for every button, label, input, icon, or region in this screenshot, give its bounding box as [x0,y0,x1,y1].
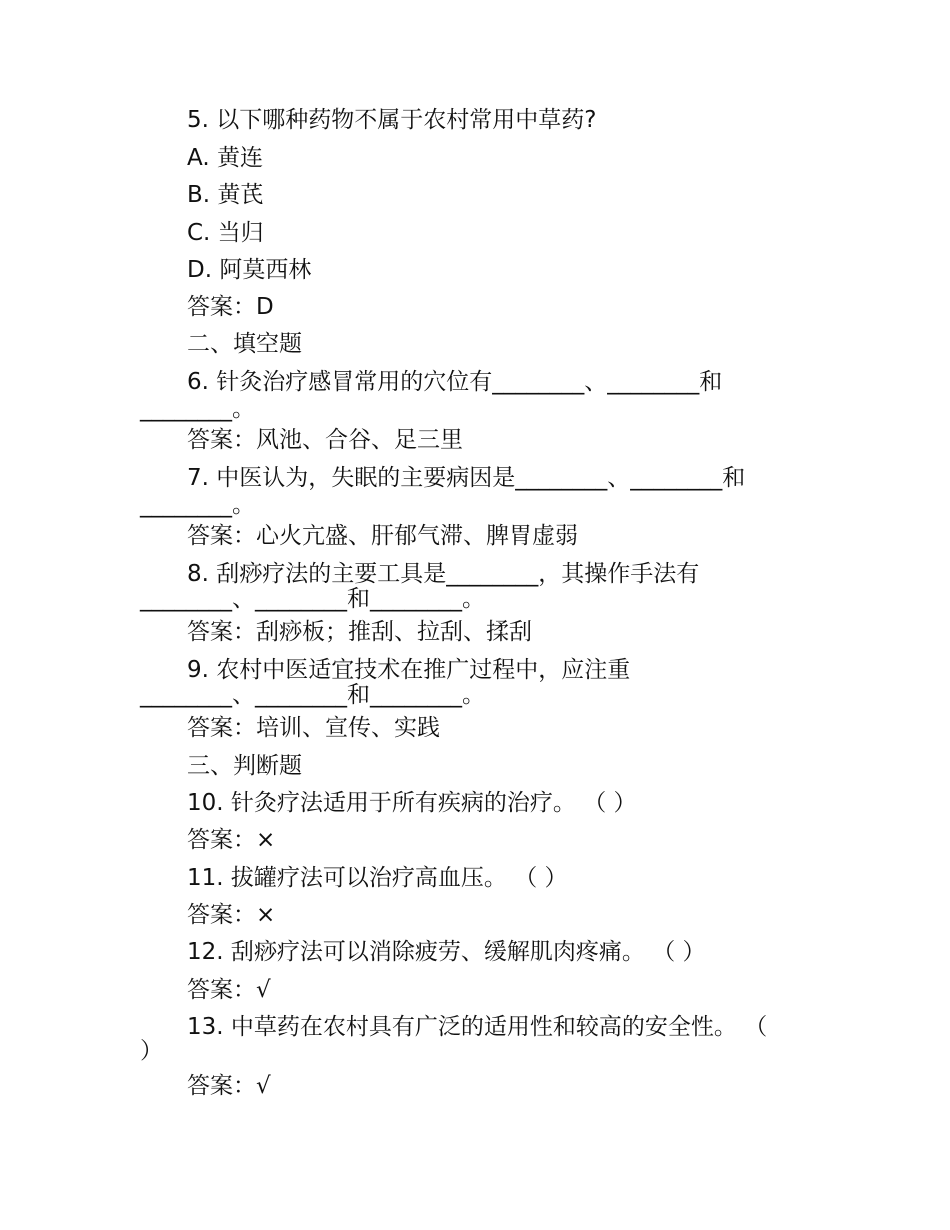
question-9-line-2: ________、________和________。 [140,682,485,708]
question-7-answer: 答案：心火亢盛、肝郁气滞、脾胃虚弱 [187,523,578,549]
section-2-title: 二、填空题 [187,331,302,357]
question-6-line-2: ________。 [140,396,255,422]
question-11-answer: 答案：× [187,902,276,928]
question-5-option-c: C. 当归 [187,220,264,246]
question-12-stem: 12. 刮痧疗法可以消除疲劳、缓解肌肉疼痛。 （ ） [187,939,706,965]
question-9-answer: 答案：培训、宣传、实践 [187,715,440,741]
question-10-answer: 答案：× [187,827,276,853]
question-11-stem: 11. 拔罐疗法可以治疗高血压。 （ ） [187,865,568,891]
question-5-stem: 5. 以下哪种药物不属于农村常用中草药? [187,107,597,133]
question-10-stem: 10. 针灸疗法适用于所有疾病的治疗。 （ ） [187,790,637,816]
question-7-line-2: ________。 [140,492,255,518]
section-3-title: 三、判断题 [187,753,302,779]
question-13-line-1: 13. 中草药在农村具有广泛的适用性和较高的安全性。 （ [187,1014,768,1040]
question-8-line-1: 8. 刮痧疗法的主要工具是________，其操作手法有 [187,561,700,587]
question-5-option-a: A. 黄连 [187,145,263,171]
question-5-answer: 答案：D [187,294,274,320]
question-6-line-1: 6. 针灸治疗感冒常用的穴位有________、________和 [187,369,723,395]
question-5-option-d: D. 阿莫西林 [187,257,312,283]
question-8-answer: 答案：刮痧板；推刮、拉刮、揉刮 [187,619,532,645]
question-13-answer: 答案：√ [187,1073,271,1099]
question-6-answer: 答案：风池、合谷、足三里 [187,427,463,453]
question-9-line-1: 9. 农村中医适宜技术在推广过程中，应注重 [187,657,631,683]
question-8-line-2: ________、________和________。 [140,586,485,612]
question-13-line-2: ） [140,1038,163,1064]
question-7-line-1: 7. 中医认为，失眠的主要病因是________、________和 [187,465,746,491]
question-5-option-b: B. 黄芪 [187,182,264,208]
question-12-answer: 答案：√ [187,977,271,1003]
